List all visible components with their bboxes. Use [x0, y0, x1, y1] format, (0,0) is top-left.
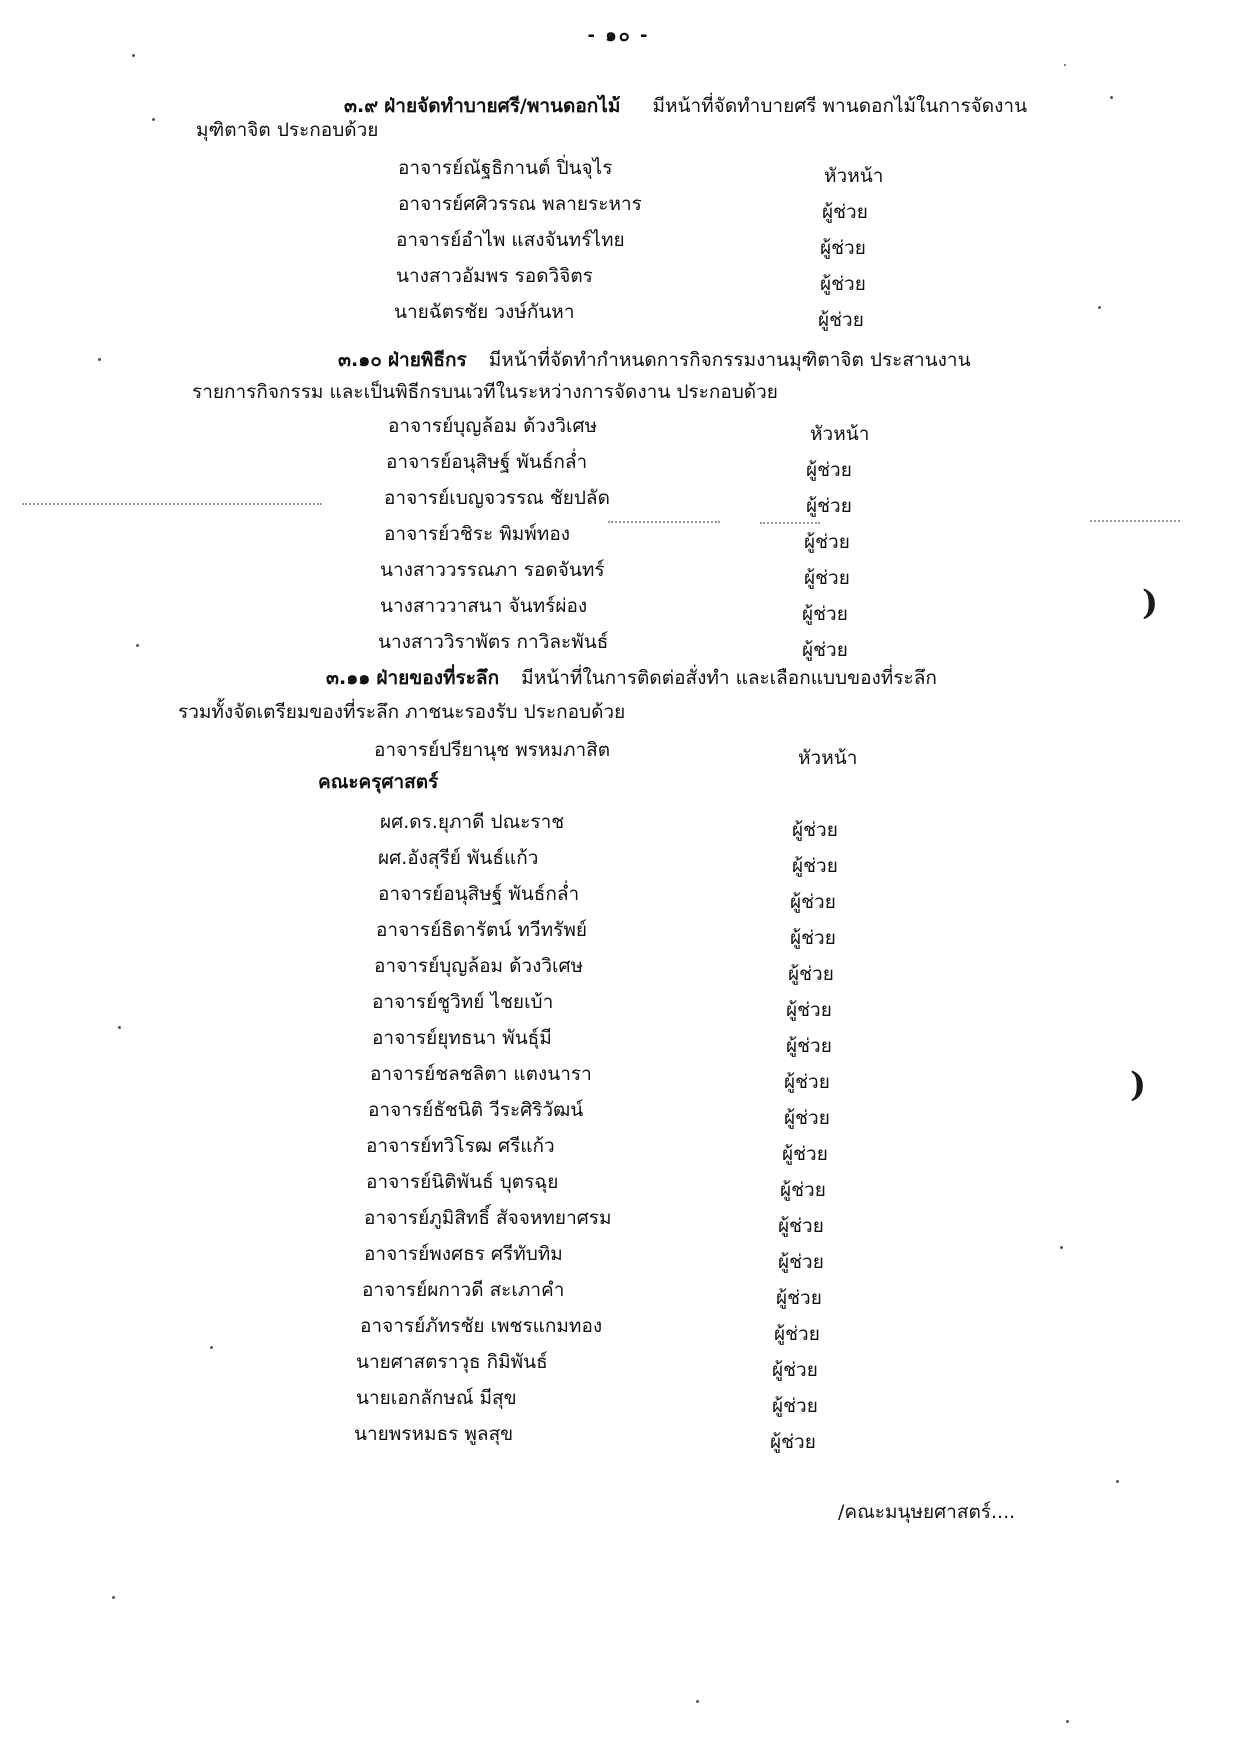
member-role: ผู้ช่วย [822, 201, 868, 223]
member-name: อาจารย์อนุสิษฐ์ พันธ์กล่ำ [386, 451, 588, 473]
scan-dotted-streak [1090, 520, 1180, 522]
section-3-9-heading [344, 94, 1027, 118]
member-name: อาจารย์ผกาวดี สะเภาคำ [362, 1279, 565, 1301]
continuation-note: /คณะมนุษยศาสตร์.... [838, 1501, 1016, 1523]
member-name: อาจารย์บุญล้อม ด้วงวิเศษ [388, 415, 598, 437]
faculty-subheading: คณะครุศาสตร์ [318, 771, 439, 793]
section-3-11-desc-cont: รวมทั้งจัดเตรียมของที่ระลึก ภาชนะรองรับ ประกอบด้วย [178, 701, 626, 723]
section-3-9-desc: มีหน้าที่จัดทำบายศรี พานดอกไม้ในการจัดงาน [652, 95, 1028, 117]
section-3-11-desc: มีหน้าที่ในการติดต่อสั่งทำ และเลือกแบบของที่ระลึก [521, 667, 937, 689]
member-role: ผู้ช่วย [782, 1143, 828, 1165]
member-role: ผู้ช่วย [772, 1395, 818, 1417]
member-role: ผู้ช่วย [788, 963, 834, 985]
scan-speck [1064, 64, 1066, 66]
scan-dotted-streak [22, 503, 322, 505]
member-role: หัวหน้า [810, 423, 870, 445]
member-role: ผู้ช่วย [818, 309, 864, 331]
section-3-9-desc-cont: มุฑิตาจิต ประกอบด้วย [196, 119, 379, 141]
section-3-11-head-name: อาจารย์ปรียานุช พรหมภาสิต [374, 739, 611, 761]
member-role: ผู้ช่วย [804, 567, 850, 589]
hole-punch-mark: ) [1142, 583, 1159, 623]
member-name: อาจารย์บุญล้อม ด้วงวิเศษ [374, 955, 584, 977]
member-name: อาจารย์ชลชลิตา แตงนารา [370, 1063, 592, 1085]
hole-punch-mark: ) [1130, 1065, 1147, 1105]
section-3-10-title: ฝ่ายพิธีกร [387, 349, 467, 371]
member-name: นางสาวอัมพร รอดวิจิตร [396, 265, 593, 287]
member-name: อาจารย์พงศธร ศรีทับทิม [364, 1243, 563, 1265]
member-role: ผู้ช่วย [806, 459, 852, 481]
member-role: ผู้ช่วย [786, 1035, 832, 1057]
member-role: ผู้ช่วย [784, 1071, 830, 1093]
member-role: ผู้ช่วย [778, 1215, 824, 1237]
member-role: ผู้ช่วย [820, 237, 866, 259]
member-role: ผู้ช่วย [786, 999, 832, 1021]
member-name: อาจารย์ภูมิสิทธิ์ สัจจหทยาศรม [364, 1207, 612, 1229]
scan-speck [136, 644, 139, 647]
member-name: อาจารย์ณัฐธิกานต์ ปิ่นจุไร [398, 157, 613, 179]
section-3-11-title: ฝ่ายของที่ระลึก [376, 667, 500, 689]
scan-speck [1098, 306, 1101, 309]
member-role: ผู้ช่วย [772, 1359, 818, 1381]
scan-speck [1110, 96, 1113, 99]
section-3-10-number: ๓.๑๐ [338, 349, 382, 371]
section-3-10-heading [338, 348, 971, 372]
member-role: ผู้ช่วย [806, 495, 852, 517]
member-name: นางสาววรรณภา รอดจันทร์ [380, 559, 605, 581]
scan-speck [112, 1596, 115, 1599]
member-role: ผู้ช่วย [774, 1323, 820, 1345]
scan-speck [152, 118, 155, 121]
scan-speck [1116, 1480, 1119, 1483]
scan-speck [98, 358, 101, 361]
member-name: อาจารย์ทวิโรฒ ศรีแก้ว [366, 1135, 555, 1157]
section-3-11-number: ๓.๑๑ [326, 667, 371, 689]
scan-dotted-streak [608, 521, 720, 523]
member-name: อาจารย์นิติพันธ์ บุตรฉุย [366, 1171, 559, 1193]
member-name: นายพรหมธร พูลสุข [354, 1423, 514, 1445]
member-role: ผู้ช่วย [776, 1287, 822, 1309]
member-name: นายฉัตรชัย วงษ์กันหา [394, 301, 575, 323]
member-name: อาจารย์ชูวิทย์ ไชยเบ้า [372, 991, 554, 1013]
member-name: ผศ.อังสุรีย์ พันธ์แก้ว [378, 847, 539, 869]
member-name: อาจารย์ศศิวรรณ พลายระหาร [398, 193, 642, 215]
member-name: ผศ.ดร.ยุภาดี ปณะราช [380, 811, 565, 833]
scan-speck [132, 54, 135, 57]
page-number: - ๑๐ - [587, 25, 650, 46]
member-name: อาจารย์อำไพ แสงจันทร์ไทย [396, 229, 625, 251]
section-3-11-heading [326, 666, 937, 690]
scan-speck [1060, 1246, 1063, 1249]
member-name: อาจารย์ภัทรชัย เพชรแกมทอง [360, 1315, 603, 1337]
section-3-9-title: ฝ่ายจัดทำบายศรี/พานดอกไม้ [384, 95, 621, 117]
member-name: อาจารย์ธิดารัตน์ ทวีทรัพย์ [376, 919, 587, 941]
member-name: นายศาสตราวุธ กิมิพันธ์ [356, 1351, 548, 1373]
member-role: ผู้ช่วย [792, 819, 838, 841]
section-3-11-head-role: หัวหน้า [798, 747, 858, 769]
member-role: ผู้ช่วย [790, 891, 836, 913]
member-name: นางสาววิราพัตร กาวิละพันธ์ [378, 631, 609, 653]
member-role: ผู้ช่วย [778, 1251, 824, 1273]
member-role: ผู้ช่วย [802, 639, 848, 661]
member-name: นางสาววาสนา จันทร์ผ่อง [380, 595, 588, 617]
scan-speck [1066, 1720, 1069, 1723]
member-role: ผู้ช่วย [792, 855, 838, 877]
section-3-10-desc-cont: รายการกิจกรรม และเป็นพิธีกรบนเวทีในระหว่างการจัดงาน ประกอบด้วย [192, 381, 778, 403]
member-name: อาจารย์ธัชนิติ วีระศิริวัฒน์ [368, 1099, 584, 1121]
member-name: อาจารย์อนุสิษฐ์ พันธ์กล่ำ [378, 883, 580, 905]
member-role: ผู้ช่วย [790, 927, 836, 949]
scan-dotted-streak [760, 522, 820, 524]
member-role: ผู้ช่วย [770, 1431, 816, 1453]
member-role: ผู้ช่วย [784, 1107, 830, 1129]
member-name: อาจารย์ยุทธนา พันธุ์มี [372, 1027, 552, 1049]
member-role: ผู้ช่วย [780, 1179, 826, 1201]
member-role: ผู้ช่วย [804, 531, 850, 553]
member-name: นายเอกลักษณ์ มีสุข [356, 1387, 517, 1409]
section-3-9-number: ๓.๙ [344, 95, 379, 117]
member-name: อาจารย์เบญจวรรณ ชัยปลัด [384, 487, 610, 509]
member-name: อาจารย์วชิระ พิมพ์ทอง [384, 523, 571, 545]
scan-speck [210, 1346, 213, 1349]
member-role: ผู้ช่วย [802, 603, 848, 625]
member-role: ผู้ช่วย [820, 273, 866, 295]
member-role: หัวหน้า [824, 165, 884, 187]
scan-speck [118, 1026, 121, 1029]
scan-speck [696, 1700, 699, 1703]
section-3-10-desc: มีหน้าที่จัดทำกำหนดการกิจกรรมงานมุฑิตาจิต ประสานงาน [488, 349, 971, 371]
